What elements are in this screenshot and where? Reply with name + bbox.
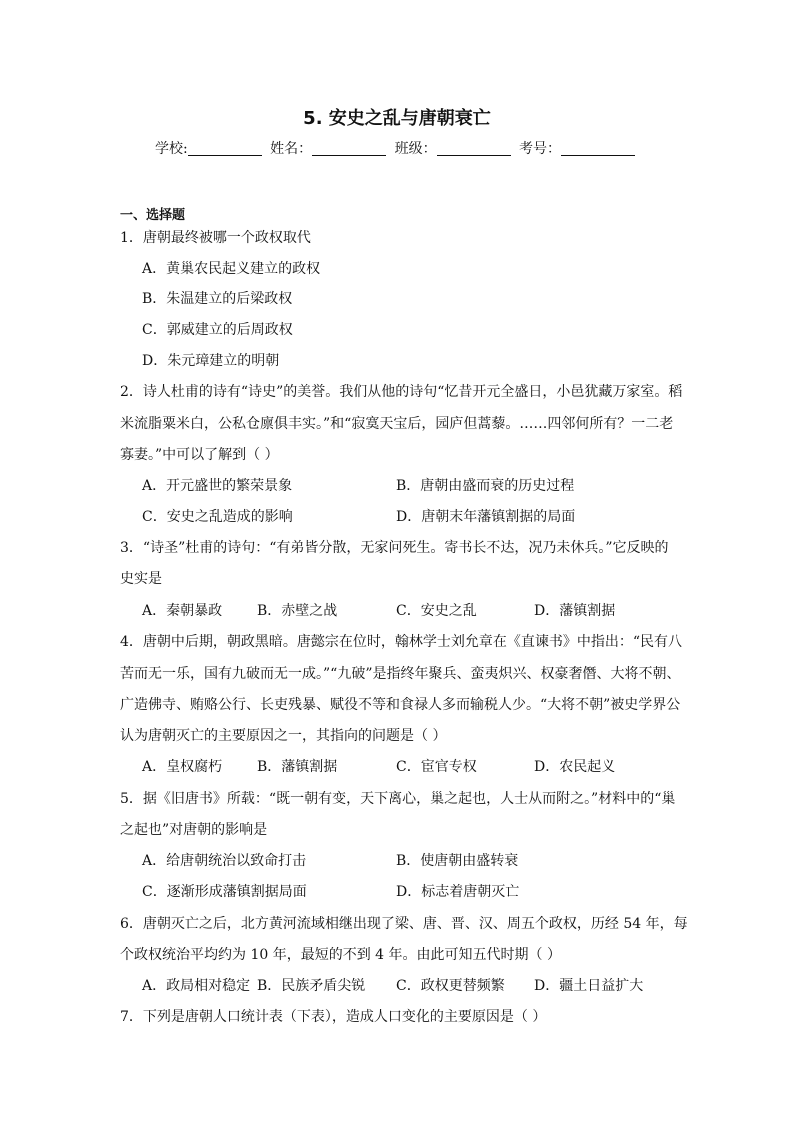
question-1-option-a: A．黄巢农民起义建立的政权	[142, 261, 321, 277]
student-info-line	[0, 138, 794, 158]
question-2-stem-line-3: 寡妻。”中可以了解到（ ）	[120, 447, 279, 463]
question-3-option-c: C．安史之乱	[396, 603, 477, 619]
exam-number-label: 考号：	[519, 141, 562, 157]
question-1-option-d: D．朱元璋建立的明朝	[142, 353, 280, 369]
school-label: 学校:	[154, 141, 188, 157]
question-6-option-c: C．政权更替频繁	[396, 978, 505, 994]
question-4-stem-line-4: 认为唐朝灭亡的主要原因之一，其指向的问题是（ ）	[120, 728, 447, 744]
name-blank	[312, 141, 386, 156]
question-1-option-c: C．郭威建立的后周政权	[142, 322, 293, 338]
question-2-option-a: A．开元盛世的繁荣景象	[142, 478, 293, 494]
question-6-stem-line-2: 个政权统治平均约为 10 年，最短的不到 4 年。由此可知五代时期（ ）	[120, 947, 561, 963]
question-3-stem-line-1: 3．“诗圣”杜甫的诗句：“有弟皆分散，无家问死生。寄书长不达，况乃未休兵。”它反映的	[120, 540, 669, 556]
question-2-option-c: C．安史之乱造成的影响	[142, 509, 293, 525]
section-heading: 一、选择题	[120, 208, 186, 223]
question-4-stem-line-1: 4．唐朝中后期，朝政黑暗。唐懿宗在位时，翰林学士刘允章在《直谏书》中指出：“民有八	[120, 634, 683, 650]
question-2-stem-line-2: 米流脂粟米白，公私仓廪俱丰实。”和“寂寞天宝后，园庐但蒿藜。……四邻何所有？一二老	[120, 416, 674, 432]
question-7-stem: 7．下列是唐朝人口统计表（下表），造成人口变化的主要原因是（ ）	[120, 1009, 547, 1025]
question-5-stem-line-1: 5．据《旧唐书》所载：“既一朝有变，天下离心，巢之起也，人士从而附之。”材料中的“巢	[120, 791, 676, 807]
question-5-stem-line-2: 之起也”对唐朝的影响是	[120, 822, 268, 838]
class-blank	[437, 141, 511, 156]
question-2-option-d: D．唐朝末年藩镇割据的局面	[396, 509, 576, 525]
question-1-stem: 1．唐朝最终被哪一个政权取代	[120, 230, 311, 246]
name-label: 姓名：	[270, 141, 313, 157]
exam-number-blank	[561, 141, 635, 156]
question-4-stem-line-2: 苦而无一乐，国有九破而无一成。”“九破”是指终年聚兵、蛮夷炽兴、权豪奢僭、大将不朝、	[120, 666, 681, 682]
question-4-option-c: C．宦官专权	[396, 759, 477, 775]
question-5-option-d: D．标志着唐朝灭亡	[396, 884, 520, 900]
question-1-option-b: B．朱温建立的后梁政权	[142, 291, 293, 307]
question-6-stem-line-1: 6．唐朝灭亡之后，北方黄河流域相继出现了梁、唐、晋、汉、周五个政权，历经 54 年，每	[120, 916, 688, 932]
question-4-option-b: B．藩镇割据	[257, 759, 338, 775]
question-5-option-c: C．逐渐形成藩镇割据局面	[142, 884, 307, 900]
question-6-option-a: A．政局相对稳定	[142, 978, 251, 994]
class-label: 班级：	[394, 141, 437, 157]
page-title: 5. 安史之乱与唐朝衰亡	[303, 108, 491, 129]
question-3-stem-line-2: 史实是	[120, 571, 162, 587]
school-blank	[188, 141, 262, 156]
question-3-option-d: D．藩镇割据	[534, 603, 616, 619]
question-3-option-a: A．秦朝暴政	[142, 603, 223, 619]
question-4-option-a: A．皇权腐朽	[142, 759, 223, 775]
question-6-option-d: D．疆土日益扩大	[534, 978, 644, 994]
question-3-option-b: B．赤壁之战	[257, 603, 338, 619]
question-5-option-a: A．给唐朝统治以致命打击	[142, 853, 307, 869]
question-4-option-d: D．农民起义	[534, 759, 616, 775]
question-2-stem-line-1: 2．诗人杜甫的诗有“诗史”的美誉。我们从他的诗句“忆昔开元全盛日，小邑犹藏万家室。稻	[120, 384, 683, 400]
question-4-stem-line-3: 广造佛寺、贿赂公行、长吏残暴、赋役不等和食禄人多而输税人少。“大将不朝”被史学界公	[120, 697, 681, 713]
question-5-option-b: B．使唐朝由盛转衰	[396, 853, 519, 869]
question-2-option-b: B．唐朝由盛而衰的历史过程	[396, 478, 575, 494]
question-6-option-b: B．民族矛盾尖锐	[257, 978, 366, 994]
